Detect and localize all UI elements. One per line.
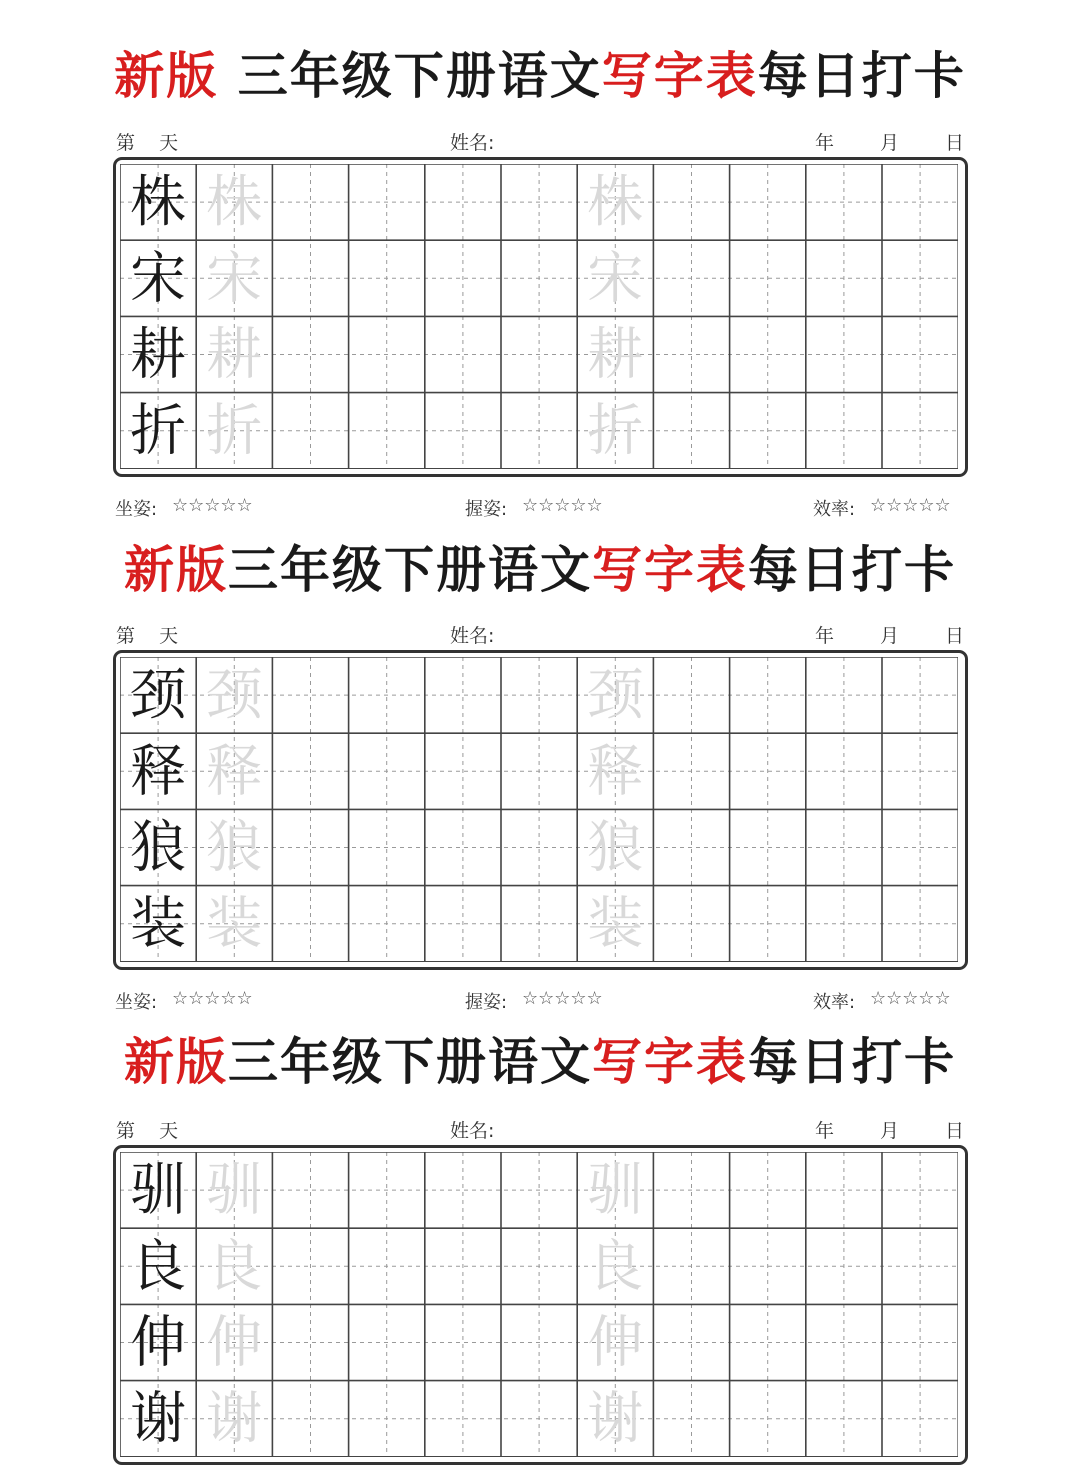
date-label: 日 bbox=[945, 1120, 965, 1142]
worksheet-title: 新版 三年级下册语文写字表每日打卡 bbox=[114, 46, 966, 105]
month-label: 月 bbox=[880, 132, 900, 154]
sitting-label: 坐姿: bbox=[115, 992, 158, 1013]
trace-character: 伸 bbox=[206, 1310, 263, 1376]
model-character: 良 bbox=[130, 1234, 187, 1300]
sitting-stars[interactable]: ☆☆☆☆☆ bbox=[172, 988, 253, 1009]
model-character: 驯 bbox=[130, 1158, 187, 1224]
day-label: 第 天 bbox=[116, 1120, 179, 1142]
month-label: 月 bbox=[880, 1120, 900, 1142]
grip-label: 握姿: bbox=[465, 499, 508, 520]
trace-character: 宋 bbox=[587, 246, 644, 312]
trace-character: 耕 bbox=[206, 322, 263, 388]
month-label: 月 bbox=[880, 625, 900, 647]
trace-character: 装 bbox=[206, 891, 263, 957]
efficiency-label: 效率: bbox=[813, 992, 856, 1013]
efficiency-stars[interactable]: ☆☆☆☆☆ bbox=[870, 988, 951, 1009]
model-character: 颈 bbox=[130, 663, 187, 729]
name-label: 姓名: bbox=[450, 132, 495, 154]
trace-character: 折 bbox=[587, 398, 644, 464]
trace-character: 谢 bbox=[587, 1386, 644, 1452]
model-character: 谢 bbox=[130, 1386, 187, 1452]
trace-character: 驯 bbox=[587, 1158, 644, 1224]
header-fields bbox=[0, 1116, 1080, 1140]
model-character: 折 bbox=[130, 398, 187, 464]
grip-stars[interactable]: ☆☆☆☆☆ bbox=[522, 495, 603, 516]
rating-row bbox=[0, 495, 1080, 519]
model-character: 株 bbox=[130, 170, 187, 236]
model-character: 伸 bbox=[130, 1310, 187, 1376]
trace-character: 宋 bbox=[206, 246, 263, 312]
trace-character: 狼 bbox=[206, 815, 263, 881]
rating-row bbox=[0, 988, 1080, 1012]
trace-character: 颈 bbox=[587, 663, 644, 729]
model-character: 耕 bbox=[130, 322, 187, 388]
model-character: 释 bbox=[130, 739, 187, 805]
grid-lines bbox=[120, 1152, 958, 1457]
efficiency-stars[interactable]: ☆☆☆☆☆ bbox=[870, 495, 951, 516]
trace-character: 释 bbox=[587, 739, 644, 805]
header-fields bbox=[0, 621, 1080, 645]
trace-character: 良 bbox=[206, 1234, 263, 1300]
trace-character: 伸 bbox=[587, 1310, 644, 1376]
grid-lines bbox=[120, 164, 958, 469]
grip-label: 握姿: bbox=[465, 992, 508, 1013]
sitting-stars[interactable]: ☆☆☆☆☆ bbox=[172, 495, 253, 516]
grip-stars[interactable]: ☆☆☆☆☆ bbox=[522, 988, 603, 1009]
trace-character: 颈 bbox=[206, 663, 263, 729]
header-fields bbox=[0, 128, 1080, 152]
year-label: 年 bbox=[815, 132, 835, 154]
date-label: 日 bbox=[945, 625, 965, 647]
trace-character: 良 bbox=[587, 1234, 644, 1300]
trace-character: 耕 bbox=[587, 322, 644, 388]
efficiency-label: 效率: bbox=[813, 499, 856, 520]
writing-grid bbox=[113, 1145, 968, 1465]
writing-grid bbox=[113, 650, 968, 970]
writing-grid bbox=[113, 157, 968, 477]
year-label: 年 bbox=[815, 625, 835, 647]
name-label: 姓名: bbox=[450, 1120, 495, 1142]
trace-character: 株 bbox=[206, 170, 263, 236]
worksheet-title: 新版三年级下册语文写字表每日打卡 bbox=[124, 1032, 956, 1091]
model-character: 装 bbox=[130, 891, 187, 957]
model-character: 狼 bbox=[130, 815, 187, 881]
trace-character: 折 bbox=[206, 398, 263, 464]
model-character: 宋 bbox=[130, 246, 187, 312]
trace-character: 狼 bbox=[587, 815, 644, 881]
grid-lines bbox=[120, 657, 958, 962]
trace-character: 驯 bbox=[206, 1158, 263, 1224]
trace-character: 株 bbox=[587, 170, 644, 236]
date-label: 日 bbox=[945, 132, 965, 154]
day-label: 第 天 bbox=[116, 625, 179, 647]
name-label: 姓名: bbox=[450, 625, 495, 647]
worksheet-title: 新版三年级下册语文写字表每日打卡 bbox=[124, 540, 956, 599]
sitting-label: 坐姿: bbox=[115, 499, 158, 520]
day-label: 第 天 bbox=[116, 132, 179, 154]
trace-character: 释 bbox=[206, 739, 263, 805]
trace-character: 谢 bbox=[206, 1386, 263, 1452]
trace-character: 装 bbox=[587, 891, 644, 957]
year-label: 年 bbox=[815, 1120, 835, 1142]
